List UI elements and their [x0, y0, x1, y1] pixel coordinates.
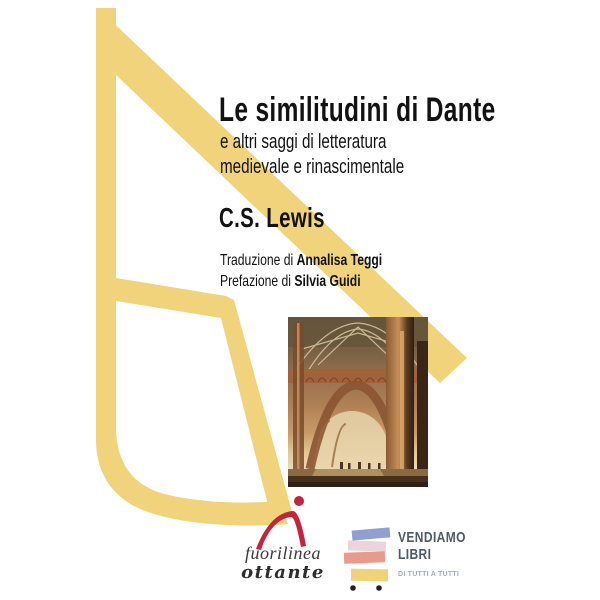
painting-right-pillar-highlight [400, 331, 404, 481]
book-bar-salmon [344, 551, 385, 563]
book-stack [344, 527, 391, 581]
cart-wheel-right [376, 585, 382, 591]
preface-credit-prefix: Prefazione di [220, 273, 295, 290]
bookseller-tagline: DI TUTTI A TUTTI [398, 569, 460, 578]
book-title: Le similitudini di Dante [219, 91, 496, 129]
painting-bottom-edge [288, 482, 428, 487]
preface-credit [220, 273, 361, 291]
translation-credit [220, 252, 382, 270]
octant-vertical-arm [96, 8, 116, 433]
cathedral-painting [288, 317, 428, 487]
publisher-imprint: ottante [241, 562, 325, 583]
cart-wheel-left [350, 585, 356, 591]
painting-right-aisle-shadow [417, 341, 428, 487]
swoosh-dot [294, 496, 304, 506]
painting-left-pillar-highlight [297, 323, 300, 475]
book-bar-yellow [351, 569, 388, 582]
translation-credit-prefix: Traduzione di [220, 252, 297, 269]
book-subtitle-line1: e altri saggi di letteratura [220, 131, 387, 153]
bookseller-name-line1: VENDIAMO [398, 529, 466, 546]
translator-name: Annalisa Teggi [296, 252, 383, 269]
book-bar-pink [348, 540, 386, 551]
book-subtitle-line2: medievale e rinascimentale [220, 156, 405, 178]
book-bar-blue [352, 527, 391, 540]
publisher-name: fuorilinea [245, 543, 321, 563]
book-cart-icon [342, 527, 394, 593]
author-name: C.S. Lewis [219, 202, 325, 233]
bookseller-name-line2: LIBRI [398, 546, 432, 563]
preface-author-name: Silvia Guidi [294, 273, 361, 290]
